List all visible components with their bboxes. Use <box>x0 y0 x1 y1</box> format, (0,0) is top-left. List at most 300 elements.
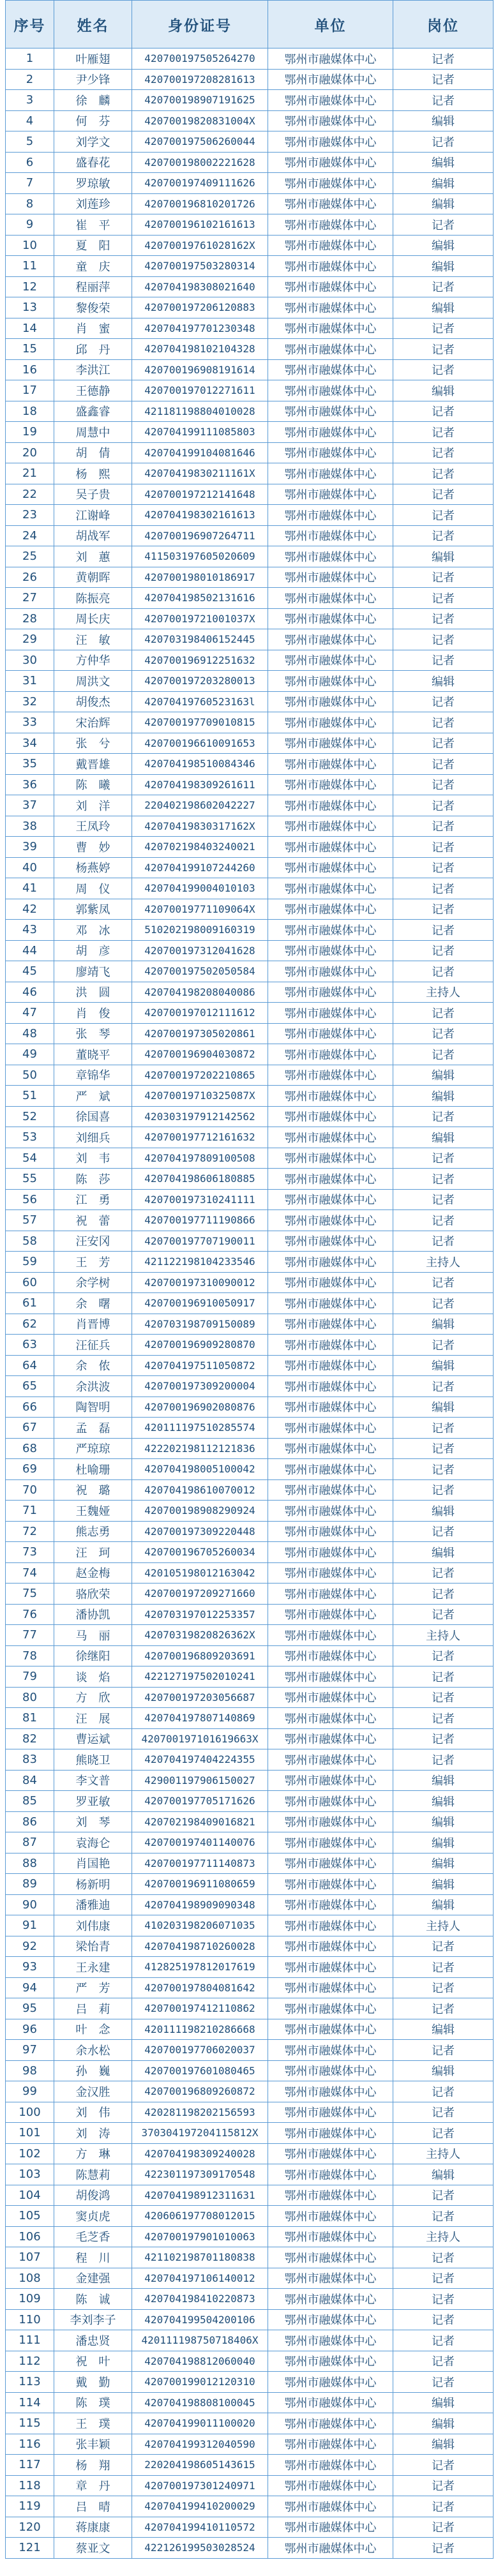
cell-index: 83 <box>6 1749 54 1771</box>
cell-index: 65 <box>6 1376 54 1397</box>
cell-position: 记者 <box>393 940 494 961</box>
cell-index: 20 <box>6 442 54 463</box>
cell-index: 119 <box>6 2496 54 2517</box>
cell-index: 7 <box>6 173 54 194</box>
cell-name: 李洪江 <box>54 359 132 380</box>
cell-index: 39 <box>6 837 54 858</box>
cell-id-number: 420700197505264270 <box>132 49 268 70</box>
cell-position: 记者 <box>393 1293 494 1314</box>
cell-name: 王魏娅 <box>54 1501 132 1522</box>
cell-index: 58 <box>6 1231 54 1252</box>
cell-index: 25 <box>6 546 54 567</box>
cell-index: 99 <box>6 2081 54 2102</box>
cell-position: 记者 <box>393 774 494 795</box>
cell-unit: 鄂州市融媒体中心 <box>268 1003 393 1024</box>
cell-position: 编辑 <box>393 1127 494 1148</box>
cell-id-number: 420700197305020861 <box>132 1023 268 1044</box>
table-row <box>6 193 494 214</box>
cell-position: 记者 <box>393 1231 494 1252</box>
cell-index: 31 <box>6 671 54 692</box>
cell-name: 夏 阳 <box>54 235 132 256</box>
cell-unit: 鄂州市融媒体中心 <box>268 1293 393 1314</box>
cell-unit: 鄂州市融媒体中心 <box>268 857 393 878</box>
cell-name: 童 庆 <box>54 256 132 277</box>
table-row <box>6 2102 494 2123</box>
cell-name: 周 仪 <box>54 878 132 899</box>
cell-position: 编辑 <box>393 2019 494 2040</box>
cell-id-number: 420702198403240021 <box>132 837 268 858</box>
cell-index: 105 <box>6 2206 54 2227</box>
cell-index: 36 <box>6 774 54 795</box>
table-row <box>6 359 494 380</box>
cell-name: 刘 琴 <box>54 1811 132 1832</box>
cell-name: 汪征兵 <box>54 1335 132 1356</box>
cell-index: 45 <box>6 961 54 982</box>
cell-unit: 鄂州市融媒体中心 <box>268 2019 393 2040</box>
cell-name: 肖晋博 <box>54 1314 132 1335</box>
cell-name: 刘学文 <box>54 131 132 153</box>
cell-position: 主持人 <box>393 2226 494 2247</box>
cell-unit: 鄂州市融媒体中心 <box>268 2040 393 2061</box>
cell-index: 4 <box>6 110 54 131</box>
cell-position: 记者 <box>393 422 494 443</box>
table-row <box>6 1189 494 1210</box>
cell-position: 记者 <box>393 1645 494 1666</box>
cell-index: 102 <box>6 2143 54 2164</box>
cell-unit: 鄂州市融媒体中心 <box>268 754 393 775</box>
cell-unit: 鄂州市融媒体中心 <box>268 1604 393 1625</box>
cell-id-number: 420700197312041628 <box>132 940 268 961</box>
cell-index: 46 <box>6 982 54 1003</box>
cell-id-number: 420700197012111612 <box>132 1003 268 1024</box>
cell-name: 刘 伟 <box>54 2102 132 2123</box>
cell-name: 肖 蜜 <box>54 318 132 339</box>
cell-index: 79 <box>6 1666 54 1688</box>
cell-unit: 鄂州市融媒体中心 <box>268 2226 393 2247</box>
cell-id-number: 370304197204115812X <box>132 2123 268 2144</box>
cell-id-number: 420700197012271611 <box>132 380 268 401</box>
cell-name: 刘细兵 <box>54 1127 132 1148</box>
table-row <box>6 1086 494 1107</box>
cell-position: 记者 <box>393 608 494 629</box>
cell-position: 记者 <box>393 920 494 941</box>
cell-index: 27 <box>6 588 54 609</box>
cell-unit: 鄂州市融媒体中心 <box>268 940 393 961</box>
cell-id-number: 420700197707190011 <box>132 1231 268 1252</box>
cell-id-number: 420700196809203691 <box>132 1645 268 1666</box>
cell-unit: 鄂州市融媒体中心 <box>268 1127 393 1148</box>
cell-position: 主持人 <box>393 1915 494 1936</box>
cell-position: 记者 <box>393 2496 494 2517</box>
cell-name: 徐 麟 <box>54 90 132 111</box>
cell-index: 82 <box>6 1728 54 1749</box>
cell-index: 103 <box>6 2164 54 2185</box>
cell-name: 李刘李子 <box>54 2309 132 2330</box>
cell-position: 编辑 <box>393 152 494 173</box>
cell-index: 89 <box>6 1874 54 1895</box>
cell-name: 张 琴 <box>54 1023 132 1044</box>
cell-position: 编辑 <box>393 2434 494 2455</box>
cell-unit: 鄂州市融媒体中心 <box>268 2475 393 2496</box>
cell-position: 记者 <box>393 1210 494 1231</box>
cell-name: 祝 蕾 <box>54 1210 132 1231</box>
cell-name: 黄朝晖 <box>54 567 132 588</box>
cell-position: 记者 <box>393 484 494 505</box>
table-row <box>6 1355 494 1376</box>
cell-name: 刘 韦 <box>54 1148 132 1169</box>
cell-unit: 鄂州市融媒体中心 <box>268 90 393 111</box>
cell-position: 记者 <box>393 1666 494 1688</box>
cell-name: 刘伟康 <box>54 1915 132 1936</box>
cell-unit: 鄂州市融媒体中心 <box>268 297 393 318</box>
cell-id-number: 420700197203056687 <box>132 1687 268 1708</box>
cell-position: 编辑 <box>393 1770 494 1791</box>
table-row <box>6 2496 494 2517</box>
cell-unit: 鄂州市融媒体中心 <box>268 505 393 526</box>
cell-name: 陈 诚 <box>54 2289 132 2310</box>
cell-name: 祝 叶 <box>54 2351 132 2372</box>
table-row <box>6 339 494 360</box>
cell-index: 19 <box>6 422 54 443</box>
cell-id-number: 420700196705260034 <box>132 1542 268 1563</box>
table-row <box>6 588 494 609</box>
cell-name: 刘莲珍 <box>54 193 132 214</box>
table-row <box>6 1584 494 1605</box>
table-row <box>6 1210 494 1231</box>
cell-unit: 鄂州市融媒体中心 <box>268 1314 393 1335</box>
cell-id-number: 420700197401140076 <box>132 1832 268 1853</box>
cell-index: 24 <box>6 525 54 546</box>
cell-name: 吕 晴 <box>54 2496 132 2517</box>
table-row <box>6 2392 494 2413</box>
cell-name: 周洪文 <box>54 671 132 692</box>
cell-position: 记者 <box>393 1003 494 1024</box>
table-row <box>6 1687 494 1708</box>
cell-id-number: 421122198104233546 <box>132 1252 268 1273</box>
cell-position: 记者 <box>393 2268 494 2289</box>
cell-index: 23 <box>6 505 54 526</box>
cell-name: 谈 焰 <box>54 1666 132 1688</box>
cell-position: 记者 <box>393 214 494 236</box>
table-row <box>6 2123 494 2144</box>
header-name: 姓名 <box>54 1 132 49</box>
cell-unit: 鄂州市融媒体中心 <box>268 1936 393 1957</box>
table-row <box>6 1501 494 1522</box>
cell-index: 57 <box>6 1210 54 1231</box>
cell-unit: 鄂州市融媒体中心 <box>268 1418 393 1439</box>
cell-position: 记者 <box>393 318 494 339</box>
cell-unit: 鄂州市融媒体中心 <box>268 256 393 277</box>
cell-id-number: 410203198206071035 <box>132 1915 268 1936</box>
cell-id-number: 420700196908191614 <box>132 359 268 380</box>
cell-index: 51 <box>6 1086 54 1107</box>
table-row <box>6 484 494 505</box>
cell-name: 刘 洋 <box>54 795 132 816</box>
cell-id-number: 420700196911080659 <box>132 1874 268 1895</box>
cell-id-number: 420704198909090348 <box>132 1894 268 1915</box>
cell-unit: 鄂州市融媒体中心 <box>268 1666 393 1688</box>
cell-unit: 鄂州市融媒体中心 <box>268 629 393 650</box>
table-row <box>6 671 494 692</box>
cell-unit: 鄂州市融媒体中心 <box>268 235 393 256</box>
cell-id-number: 420700197208281613 <box>132 69 268 90</box>
cell-id-number: 420700197412110862 <box>132 1998 268 2019</box>
cell-id-number: 420703198406152445 <box>132 629 268 650</box>
cell-position: 编辑 <box>393 110 494 131</box>
cell-id-number: 420700197709010815 <box>132 712 268 733</box>
cell-id-number: 420700197301240971 <box>132 2475 268 2496</box>
cell-position: 记者 <box>393 899 494 920</box>
cell-position: 记者 <box>393 1148 494 1169</box>
cell-unit: 鄂州市融媒体中心 <box>268 2372 393 2393</box>
cell-index: 41 <box>6 878 54 899</box>
table-row <box>6 2351 494 2372</box>
cell-position: 编辑 <box>393 2392 494 2413</box>
cell-name: 杨新明 <box>54 1874 132 1895</box>
cell-position: 编辑 <box>393 1355 494 1376</box>
cell-position: 编辑 <box>393 193 494 214</box>
table-row <box>6 2330 494 2351</box>
cell-name: 胡俊杰 <box>54 691 132 712</box>
cell-unit: 鄂州市融媒体中心 <box>268 276 393 297</box>
table-row <box>6 1252 494 1273</box>
cell-index: 49 <box>6 1044 54 1065</box>
cell-index: 62 <box>6 1314 54 1335</box>
cell-id-number: 420700197212141648 <box>132 484 268 505</box>
cell-unit: 鄂州市融媒体中心 <box>268 1044 393 1065</box>
cell-id-number: 420704198410220873 <box>132 2289 268 2310</box>
cell-id-number: 420704198005100042 <box>132 1459 268 1480</box>
table-row <box>6 1894 494 1915</box>
cell-index: 60 <box>6 1272 54 1293</box>
cell-unit: 鄂州市融媒体中心 <box>268 2102 393 2123</box>
cell-name: 杜喻珊 <box>54 1459 132 1480</box>
cell-position: 编辑 <box>393 2413 494 2434</box>
cell-position: 记者 <box>393 442 494 463</box>
cell-name: 汪 展 <box>54 1708 132 1729</box>
cell-index: 68 <box>6 1438 54 1459</box>
cell-unit: 鄂州市融媒体中心 <box>268 608 393 629</box>
cell-index: 96 <box>6 2019 54 2040</box>
table-row <box>6 2060 494 2081</box>
cell-id-number: 42070419830317162X <box>132 816 268 837</box>
cell-id-number: 422126199503028524 <box>132 2538 268 2559</box>
cell-id-number: 420700197503280314 <box>132 256 268 277</box>
cell-unit: 鄂州市融媒体中心 <box>268 1645 393 1666</box>
cell-position: 记者 <box>393 2185 494 2206</box>
cell-name: 江 勇 <box>54 1189 132 1210</box>
table-row <box>6 110 494 131</box>
cell-unit: 鄂州市融媒体中心 <box>268 318 393 339</box>
cell-id-number: 42070019761028162X <box>132 235 268 256</box>
cell-index: 40 <box>6 857 54 878</box>
cell-id-number: 420702198409016821 <box>132 1811 268 1832</box>
cell-unit: 鄂州市融媒体中心 <box>268 1376 393 1397</box>
cell-index: 87 <box>6 1832 54 1853</box>
cell-id-number: 420704198912311631 <box>132 2185 268 2206</box>
table-row <box>6 608 494 629</box>
cell-id-number: 420704197809100508 <box>132 1148 268 1169</box>
cell-index: 10 <box>6 235 54 256</box>
cell-id-number: 420704198606180885 <box>132 1169 268 1190</box>
table-row <box>6 1479 494 1501</box>
cell-id-number: 420703197012253357 <box>132 1604 268 1625</box>
cell-unit: 鄂州市融媒体中心 <box>268 1562 393 1584</box>
table-row <box>6 152 494 173</box>
table-row <box>6 712 494 733</box>
cell-unit: 鄂州市融媒体中心 <box>268 1542 393 1563</box>
cell-unit: 鄂州市融媒体中心 <box>268 1521 393 1542</box>
cell-index: 13 <box>6 297 54 318</box>
cell-id-number: 420704198208040086 <box>132 982 268 1003</box>
table-row <box>6 90 494 111</box>
cell-position: 记者 <box>393 2372 494 2393</box>
cell-unit: 鄂州市融媒体中心 <box>268 2123 393 2144</box>
cell-id-number: 420700196902080876 <box>132 1397 268 1418</box>
cell-name: 王 璞 <box>54 2413 132 2434</box>
cell-id-number: 420303197912142562 <box>132 1106 268 1127</box>
cell-name: 陈 曦 <box>54 774 132 795</box>
cell-index: 44 <box>6 940 54 961</box>
table-row <box>6 1853 494 1874</box>
cell-index: 88 <box>6 1853 54 1874</box>
table-row <box>6 2289 494 2310</box>
cell-unit: 鄂州市融媒体中心 <box>268 2143 393 2164</box>
table-row <box>6 1397 494 1418</box>
cell-position: 记者 <box>393 691 494 712</box>
cell-unit: 鄂州市融媒体中心 <box>268 1894 393 1915</box>
cell-name: 刘 蕙 <box>54 546 132 567</box>
cell-id-number: 420606197708012015 <box>132 2206 268 2227</box>
cell-name: 梁怡青 <box>54 1936 132 1957</box>
cell-name: 罗亚敏 <box>54 1791 132 1812</box>
cell-index: 110 <box>6 2309 54 2330</box>
cell-unit: 鄂州市融媒体中心 <box>268 1728 393 1749</box>
cell-name: 蒋康康 <box>54 2517 132 2538</box>
cell-unit: 鄂州市融媒体中心 <box>268 837 393 858</box>
cell-position: 主持人 <box>393 982 494 1003</box>
cell-index: 33 <box>6 712 54 733</box>
table-row <box>6 2081 494 2102</box>
cell-id-number: 420700197901010063 <box>132 2226 268 2247</box>
cell-position: 记者 <box>393 588 494 609</box>
cell-position: 记者 <box>393 816 494 837</box>
cell-position: 记者 <box>393 2081 494 2102</box>
cell-name: 江谢峰 <box>54 505 132 526</box>
cell-index: 94 <box>6 1977 54 1998</box>
table-row <box>6 629 494 650</box>
cell-position: 记者 <box>393 754 494 775</box>
cell-position: 记者 <box>393 2102 494 2123</box>
cell-position: 记者 <box>393 90 494 111</box>
staff-list-document <box>5 0 493 2559</box>
cell-name: 方 欣 <box>54 1687 132 1708</box>
cell-id-number: 420704197404224355 <box>132 1749 268 1771</box>
cell-index: 54 <box>6 1148 54 1169</box>
cell-id-number: 420704199111085803 <box>132 422 268 443</box>
cell-id-number: 220402198602042227 <box>132 795 268 816</box>
cell-unit: 鄂州市融媒体中心 <box>268 339 393 360</box>
cell-unit: 鄂州市融媒体中心 <box>268 173 393 194</box>
cell-name: 骆欣荣 <box>54 1584 132 1605</box>
cell-name: 徐国喜 <box>54 1106 132 1127</box>
cell-name: 章锦华 <box>54 1065 132 1086</box>
cell-unit: 鄂州市融媒体中心 <box>268 588 393 609</box>
cell-name: 肖国艳 <box>54 1853 132 1874</box>
cell-name: 郭紫凤 <box>54 899 132 920</box>
cell-unit: 鄂州市融媒体中心 <box>268 1957 393 1978</box>
cell-id-number: 420704198510084346 <box>132 754 268 775</box>
cell-index: 64 <box>6 1355 54 1376</box>
table-row <box>6 1127 494 1148</box>
cell-position: 记者 <box>393 795 494 816</box>
cell-id-number: 420704199410200029 <box>132 2496 268 2517</box>
cell-id-number: 420700197601080465 <box>132 2060 268 2081</box>
cell-index: 93 <box>6 1957 54 1978</box>
cell-unit: 鄂州市融媒体中心 <box>268 152 393 173</box>
table-row <box>6 525 494 546</box>
cell-name: 陈振亮 <box>54 588 132 609</box>
cell-unit: 鄂州市融媒体中心 <box>268 214 393 236</box>
cell-unit: 鄂州市融媒体中心 <box>268 422 393 443</box>
cell-index: 56 <box>6 1189 54 1210</box>
table-row <box>6 2143 494 2164</box>
cell-index: 116 <box>6 2434 54 2455</box>
cell-position: 记者 <box>393 2538 494 2559</box>
cell-unit: 鄂州市融媒体中心 <box>268 2496 393 2517</box>
cell-unit: 鄂州市融媒体中心 <box>268 1625 393 1646</box>
cell-unit: 鄂州市融媒体中心 <box>268 1770 393 1791</box>
table-row <box>6 837 494 858</box>
cell-unit: 鄂州市融媒体中心 <box>268 1479 393 1501</box>
cell-index: 121 <box>6 2538 54 2559</box>
table-row <box>6 1314 494 1335</box>
cell-id-number: 420700197310241111 <box>132 1189 268 1210</box>
cell-name: 金汉胜 <box>54 2081 132 2102</box>
cell-index: 113 <box>6 2372 54 2393</box>
cell-id-number: 420700197711190866 <box>132 1210 268 1231</box>
cell-unit: 鄂州市融媒体中心 <box>268 1397 393 1418</box>
cell-id-number: 42070019721001037X <box>132 608 268 629</box>
cell-id-number: 420704198308021640 <box>132 276 268 297</box>
cell-position: 编辑 <box>393 671 494 692</box>
cell-position: 编辑 <box>393 380 494 401</box>
cell-name: 余学树 <box>54 1272 132 1293</box>
cell-index: 12 <box>6 276 54 297</box>
cell-name: 余 曙 <box>54 1293 132 1314</box>
cell-id-number: 420700198907191625 <box>132 90 268 111</box>
cell-index: 8 <box>6 193 54 214</box>
cell-index: 78 <box>6 1645 54 1666</box>
cell-unit: 鄂州市融媒体中心 <box>268 546 393 567</box>
cell-position: 编辑 <box>393 546 494 567</box>
table-row <box>6 2040 494 2061</box>
cell-position: 记者 <box>393 1584 494 1605</box>
cell-index: 30 <box>6 650 54 671</box>
table-row <box>6 1418 494 1439</box>
table-row <box>6 1936 494 1957</box>
cell-name: 戴 勤 <box>54 2372 132 2393</box>
cell-unit: 鄂州市融媒体中心 <box>268 1355 393 1376</box>
table-row <box>6 1604 494 1625</box>
cell-index: 73 <box>6 1542 54 1563</box>
cell-index: 59 <box>6 1252 54 1273</box>
cell-unit: 鄂州市融媒体中心 <box>268 1791 393 1812</box>
table-row <box>6 2434 494 2455</box>
cell-name: 章 丹 <box>54 2475 132 2496</box>
cell-index: 34 <box>6 733 54 754</box>
cell-unit: 鄂州市融媒体中心 <box>268 671 393 692</box>
